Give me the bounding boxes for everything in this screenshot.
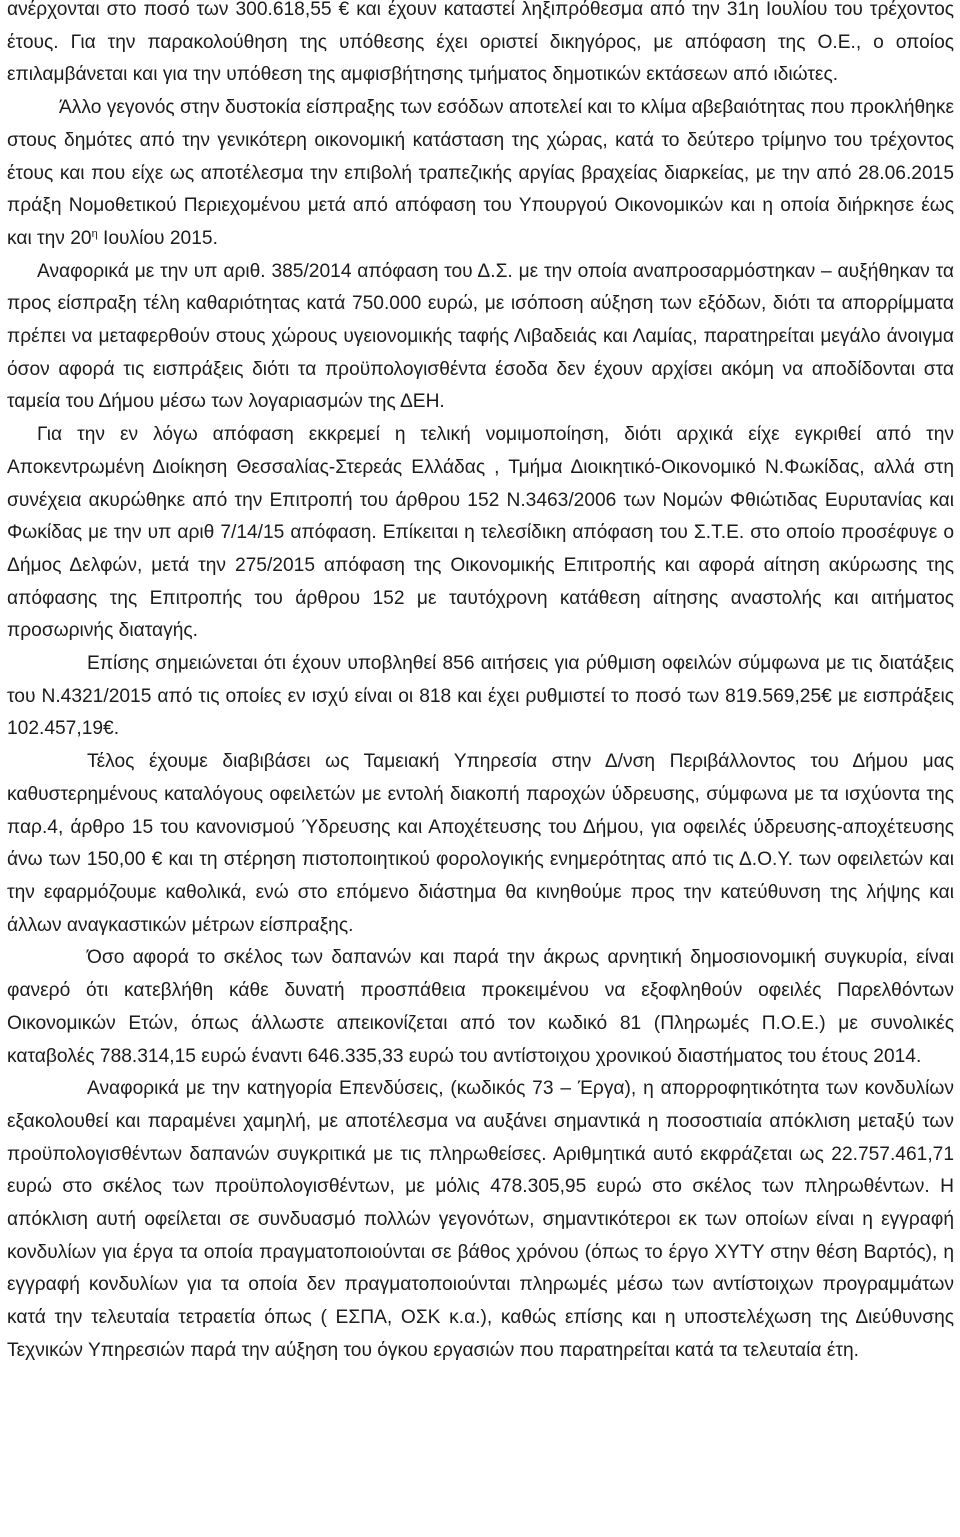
paragraph-bank-holiday-end: Ιουλίου 2015. — [97, 227, 218, 249]
paragraph-investments: Αναφορικά με την κατηγορία Επενδύσεις, (κωδικός 73 – Έργα), η απορροφητικότητα των κονδυλίων εξακολουθεί και παραμένει χαμηλή, με αποτέλεσμα να αυξάνει σημαντικά η ποσοστιαία απόκλιση μεταξύ των προϋπολογισθέντων δαπανών συγκριτικά με τις πληρωθείσες. Αριθμητικά αυτό εκφράζεται ως 22.757.461,71 ευρώ στο σκέλος των προϋπολογισθέντων, με μόλις 478.305,95 ευρώ στο σκέλος των πληρωθέντων. Η απόκλιση αυτή οφείλεται σε συνδυασμό πολλών γεγονότων, σημαντικότεροι εκ των οποίων είναι η εγγραφή κονδυλίων για έργα τα οποία πραγματοποιούνται σε βάθος χρόνου (όπως το έργο ΧΥΤΥ στην θέση Βαρτός), η εγγραφή κονδυλίων για τα οποία δεν πραγματοποιούνται πληρωμές μέσω των αντίστοιχων προγραμμάτων κατά την τελευταία τετραετία όπως ( ΕΣΠΑ, ΟΣΚ κ.α.), καθώς επίσης και η υποστελέχωση της Διεύθυνσης Τεχνικών Υπηρεσιών παρά την αύξηση του όγκου εργασιών που παρατηρείται κατά τα τελευταία έτη. — [7, 1078, 954, 1361]
paragraph-expenses: Όσο αφορά το σκέλος των δαπανών και παρά την άκρως αρνητική δημοσιονομική συγκυρία, είναι φανερό ότι κατεβλήθη κάθε δυνατή προσπάθεια προκειμένου να εξοφληθούν οφειλές Παρελθόντων Οικονομικών Ετών, όπως άλλωστε απεικονίζεται από τον κωδικό 81 (Πληρωμές Π.Ο.Ε.) με συνολικές καταβολές 788.314,15 ευρώ έναντι 646.335,33 ευρώ του αντίστοιχου χρονικού διαστήματος του έτους 2014. — [7, 947, 954, 1067]
paragraph-cleaning-fees: Αναφορικά με την υπ αριθ. 385/2014 απόφαση του Δ.Σ. με την οποία αναπροσαρμόστηκαν – αυξήθηκαν τα προς είσπραξη τέλη καθαριότητας κατά 750.000 ευρώ, με ισόποση αύξηση των εξόδων, διότι τα απορρίμματα πρέπει να μεταφερθούν στους χώρους υγειονομικής ταφής Λιβαδειάς και Λαμίας, παρατηρείται μεγάλο άνοιγμα όσον αφορά τις εισπράξεις διότι τα προϋπολογισθέντα έσοδα δεν έχουν αρχίσει ακόμη να αποδίδονται στα ταμεία του Δήμου μέσω των λογαριασμών της ΔΕΗ. — [7, 260, 954, 413]
paragraph-legalization: Για την εν λόγω απόφαση εκκρεμεί η τελική νομιμοποίηση, διότι αρχικά είχε εγκριθεί από την Αποκεντρωμένη Διοίκηση Θεσσαλίας-Στερεάς Ελλάδας , Τμήμα Διοικητικό-Οικονομικό Ν.Φωκίδας, αλλά στη συνέχεια ακυρώθηκε από την Επιτροπή του άρθρου 152 Ν.3463/2006 των Νομών Φθιώτιδας Ευρυτανίας και Φωκίδας με την υπ αριθ 7/14/15 απόφαση. Επίκειται η τελεσίδικη απόφαση του Σ.Τ.Ε. στο οποίο προσέφυγε ο Δήμος Δελφών, μετά την 275/2015 απόφαση της Οικονομικής Επιτροπής και αφορά αίτηση ακύρωσης της απόφασης της Επιτροπής του άρθρου 152 με ταυτόχρονη κατάθεση αίτησης αναστολής και αιτήματος προσωρινής διαταγής. — [7, 424, 954, 642]
paragraph-legal-case: ανέρχονται στο ποσό των 300.618,55 € και έχουν καταστεί ληξιπρόθεσμα από την 31η Ιουλίου του τρέχοντος έτους. Για την παρακολούθηση της υπόθεσης έχει οριστεί δικηγόρος, με απόφαση της Ο.Ε., ο οποίος επιλαμβάνεται και για την υπόθεση της αμφισβήτησης τμήματος δημοτικών εκτάσεων από ιδιώτες. — [7, 0, 954, 86]
ordinal-superscript: η — [91, 227, 98, 240]
paragraph-debt-settlements: Επίσης σημειώνεται ότι έχουν υποβληθεί 856 αιτήσεις για ρύθμιση οφειλών σύμφωνα με τις διατάξεις του Ν.4321/2015 από τις οποίες εν ισχύ είναι οι 818 και έχει ρυθμιστεί το ποσό των 819.569,25€ με εισπράξεις 102.457,19€. — [7, 653, 954, 740]
paragraph-water-supply: Τέλος έχουμε διαβιβάσει ως Ταμειακή Υπηρεσία στην Δ/νση Περιβάλλοντος του Δήμου μας καθυστερημένους καταλόγους οφειλετών με εντολή διακοπή παροχών ύδρευσης, σύμφωνα με τα ισχύοντα της παρ.4, άρθρο 15 του κανονισμού Ύδρευσης και Αποχέτευσης του Δήμου, για οφειλές ύδρευσης-αποχέτευσης άνω των 150,00 € και τη στέρηση πιστοποιητικού φορολογικής ενημερότητας από τις Δ.Ο.Υ. των οφειλετών και την εφαρμόζουμε καθολικά, ενώ στο επόμενο διάστημα θα κινηθούμε προς την κατεύθυνση της λήψης και άλλων αναγκαστικών μέτρων είσπραξης. — [7, 751, 954, 936]
paragraph-bank-holiday-text: Άλλο γεγονός στην δυστοκία είσπραξης των εσόδων αποτελεί και το κλίμα αβεβαιότητας που προκλήθηκε στους δημότες από την γενικότερη οικονομική κατάσταση της χώρας, κατά το δεύτερο τρίμηνο του τρέχοντος έτους και που είχε ως αποτέλεσμα την επιβολή τραπεζικής αργίας βραχείας διαρκείας, με την από 28.06.2015 πράξη Νομοθετικού Περιεχομένου μετά από απόφαση του Υπουργού Οικονομικών και η οποία διήρκησε έως και την 20 — [7, 97, 954, 249]
paragraph-bank-holiday — [7, 92, 954, 256]
document-page — [7, 0, 954, 1368]
